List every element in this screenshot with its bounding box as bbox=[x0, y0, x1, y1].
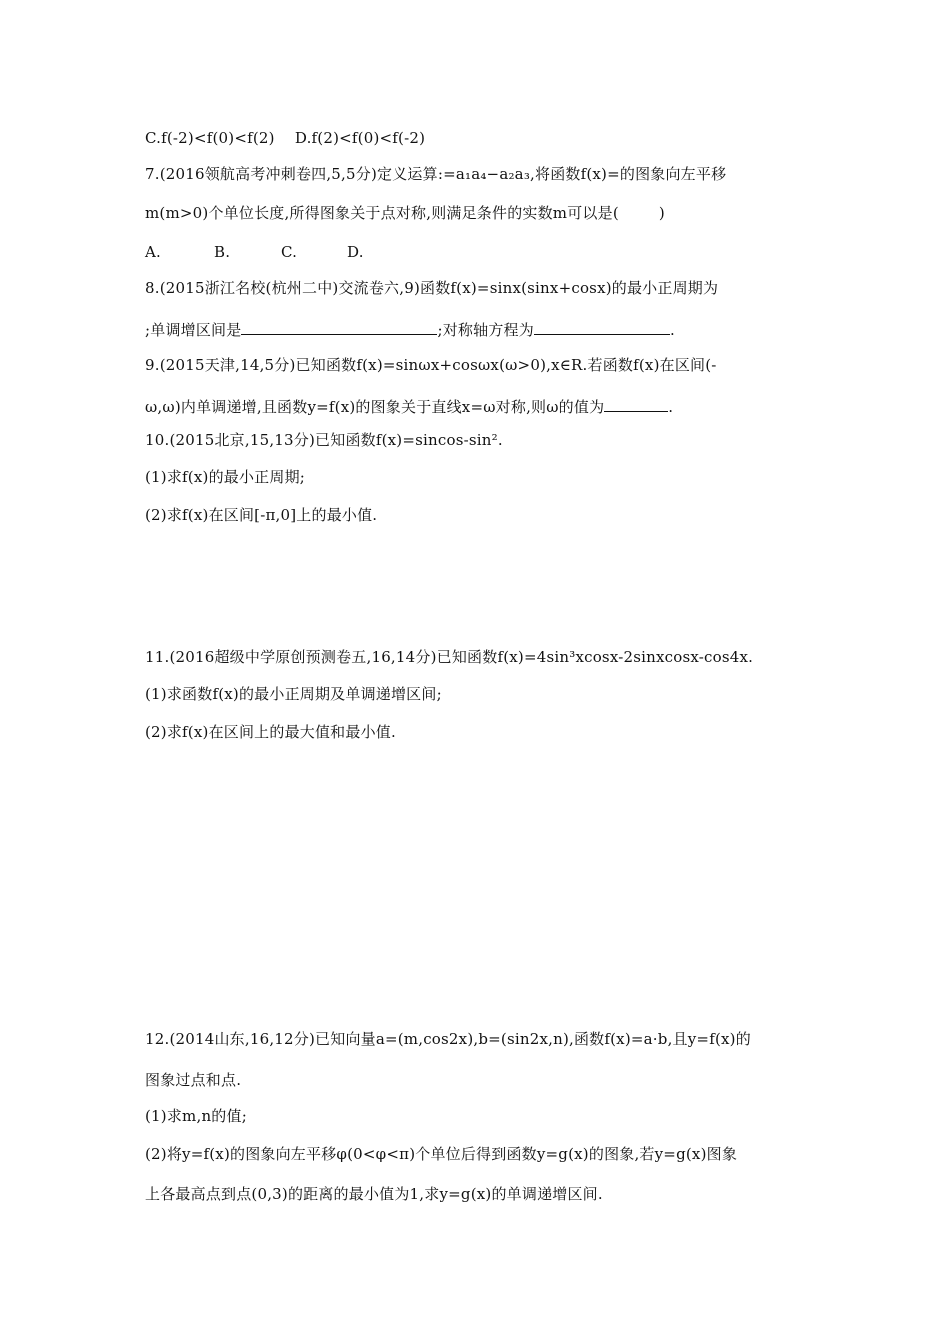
q12-text-2: 图象过点和点. bbox=[145, 1071, 242, 1089]
answer-blank bbox=[604, 395, 668, 412]
answer-blank bbox=[241, 318, 437, 335]
q9-line-1 bbox=[145, 355, 717, 375]
q11-part-1-text: (1)求函数f(x)的最小正周期及单调递增区间; bbox=[145, 685, 442, 703]
q7-paren-close: ) bbox=[658, 204, 665, 222]
q7-line-1 bbox=[145, 164, 726, 184]
q11-text: 11.(2016超级中学原创预测卷五,16,14分)已知函数f(x)=4sin³xcosx-2sinxcosx-cos4x. bbox=[145, 648, 754, 666]
q8-line-1 bbox=[145, 278, 718, 298]
q10-text: 10.(2015北京,15,13分)已知函数f(x)=sincos-sin². bbox=[145, 431, 503, 449]
q12-part-1-text: (1)求m,n的值; bbox=[145, 1107, 247, 1125]
q7-text-1: 7.(2016领航高考冲刺卷四,5,5分)定义运算:=a₁a₄−a₂a₃,将函数f(x)=的图象向左平移 bbox=[145, 165, 727, 183]
q7-option-b: B. bbox=[214, 243, 231, 261]
q11-line-1 bbox=[145, 647, 753, 667]
q7-options bbox=[145, 242, 364, 262]
q12-part-2-text-2: 上各最高点到点(0,3)的距离的最小值为1,求y=g(x)的单调递增区间. bbox=[145, 1185, 603, 1203]
q10-part-2-text: (2)求f(x)在区间[-π,0]上的最小值. bbox=[145, 506, 378, 524]
q12-text-1: 12.(2014山东,16,12分)已知向量a=(m,cos2x),b=(sin2x,n),函数f(x)=a·b,且y=f(x)的 bbox=[145, 1030, 751, 1048]
q6-options-cd bbox=[145, 128, 425, 148]
q12-line-2 bbox=[145, 1070, 241, 1090]
q9-text-2: ω,ω)内单调递增,且函数y=f(x)的图象关于直线x=ω对称,则ω的值为 bbox=[145, 398, 605, 416]
q7-text-2: m(m>0)个单位长度,所得图象关于点对称,则满足条件的实数m可以是( bbox=[145, 204, 619, 222]
q11-part-2 bbox=[145, 722, 396, 742]
q6-option-text: C.f(-2)<f(0)<f(2) D.f(2)<f(0)<f(-2) bbox=[145, 129, 426, 147]
q12-part-2-line-2 bbox=[145, 1184, 603, 1204]
q11-part-1 bbox=[145, 684, 442, 704]
q8-text-3: ;对称轴方程为 bbox=[437, 321, 534, 339]
q8-period: . bbox=[669, 321, 675, 339]
q7-option-d: D. bbox=[347, 243, 364, 261]
q8-line-2 bbox=[145, 318, 675, 340]
q7-option-c: C. bbox=[281, 243, 298, 261]
q9-text-1: 9.(2015天津,14,5分)已知函数f(x)=sinωx+cosωx(ω>0),x∈R.若函数f(x)在区间(- bbox=[145, 356, 717, 374]
q12-part-1 bbox=[145, 1106, 247, 1126]
q10-part-1-text: (1)求f(x)的最小正周期; bbox=[145, 468, 306, 486]
q11-part-2-text: (2)求f(x)在区间上的最大值和最小值. bbox=[145, 723, 396, 741]
answer-blank bbox=[534, 318, 670, 335]
q10-line-1 bbox=[145, 430, 503, 450]
q8-text-1: 8.(2015浙江名校(杭州二中)交流卷六,9)函数f(x)=sinx(sinx+cosx)的最小正周期为 bbox=[145, 279, 719, 297]
q10-part-1 bbox=[145, 467, 305, 487]
q12-line-1 bbox=[145, 1029, 751, 1049]
q10-part-2 bbox=[145, 505, 377, 525]
q7-line-2 bbox=[145, 203, 665, 223]
q7-option-a: A. bbox=[145, 243, 162, 261]
q12-part-2-text-1: (2)将y=f(x)的图象向左平移φ(0<φ<π)个单位后得到函数y=g(x)的图象,若y=g(x)图象 bbox=[145, 1145, 738, 1163]
q12-part-2-line-1 bbox=[145, 1144, 737, 1164]
q9-line-2 bbox=[145, 395, 673, 417]
q9-period: . bbox=[668, 398, 674, 416]
q8-text-2: ;单调增区间是 bbox=[145, 321, 242, 339]
